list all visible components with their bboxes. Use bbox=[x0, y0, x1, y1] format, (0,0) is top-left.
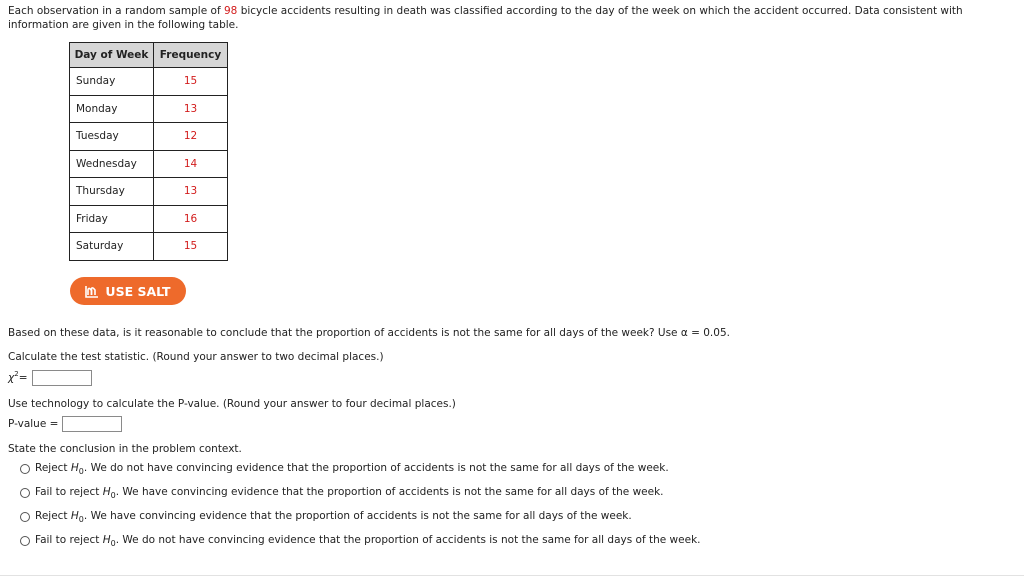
table-row bbox=[70, 233, 228, 261]
frequency-cell: 13 bbox=[154, 178, 228, 206]
intro-paragraph bbox=[8, 4, 1008, 32]
use-salt-label: USE SALT bbox=[105, 283, 171, 299]
day-cell: Wednesday bbox=[70, 150, 154, 178]
table-header-row bbox=[70, 43, 228, 68]
h-subscript: 0 bbox=[78, 515, 84, 525]
frequency-table bbox=[69, 42, 228, 261]
table-row bbox=[70, 123, 228, 151]
frequency-cell: 15 bbox=[154, 68, 228, 96]
h-subscript: 0 bbox=[78, 467, 84, 477]
header-day-of-week: Day of Week bbox=[70, 43, 154, 68]
radio-button[interactable] bbox=[20, 488, 30, 498]
intro-text-part2: bicycle accidents resulting in death was classified according to the day of the week on which the accident occurred. Data consistent with information are given in the following table. bbox=[8, 5, 963, 31]
option-action: Reject bbox=[35, 462, 71, 474]
header-frequency: Frequency bbox=[154, 43, 228, 68]
frequency-cell: 12 bbox=[154, 123, 228, 151]
conclusion-option-4[interactable] bbox=[20, 534, 700, 548]
table-row bbox=[70, 205, 228, 233]
intro-text-part1: Each observation in a random sample of bbox=[8, 5, 224, 17]
option-statement: . We have convincing evidence that the proportion of accidents is not the same for all days of the week. bbox=[115, 486, 664, 498]
frequency-cell: 16 bbox=[154, 205, 228, 233]
option-action: Reject bbox=[35, 510, 71, 522]
conclusion-option-1[interactable] bbox=[20, 462, 669, 476]
p-value-label: P-value = bbox=[8, 418, 59, 430]
chi-superscript: 2 bbox=[14, 370, 19, 378]
table-row bbox=[70, 150, 228, 178]
day-cell: Monday bbox=[70, 95, 154, 123]
h-symbol: H bbox=[102, 486, 111, 498]
conclusion-prompt: State the conclusion in the problem context. bbox=[8, 443, 242, 455]
day-cell: Tuesday bbox=[70, 123, 154, 151]
day-cell: Saturday bbox=[70, 233, 154, 261]
h-subscript: 0 bbox=[110, 491, 116, 501]
option-text bbox=[35, 534, 700, 548]
table-row bbox=[70, 95, 228, 123]
option-text bbox=[35, 510, 632, 524]
test-statistic-prompt: Calculate the test statistic. (Round your answer to two decimal places.) bbox=[8, 351, 384, 363]
option-text bbox=[35, 462, 669, 476]
option-statement: . We do not have convincing evidence that the proportion of accidents is not the same for all days of the week. bbox=[83, 462, 669, 474]
frequency-cell: 15 bbox=[154, 233, 228, 261]
radio-button[interactable] bbox=[20, 512, 30, 522]
test-statistic-input[interactable] bbox=[32, 370, 92, 386]
conclusion-option-3[interactable] bbox=[20, 510, 632, 524]
chi-symbol: χ bbox=[8, 372, 15, 384]
day-cell: Thursday bbox=[70, 178, 154, 206]
table-row bbox=[70, 68, 228, 96]
option-action: Fail to reject bbox=[35, 534, 103, 546]
p-value-input[interactable] bbox=[62, 416, 122, 432]
chi-equals: = bbox=[18, 372, 28, 384]
frequency-cell: 13 bbox=[154, 95, 228, 123]
salt-chart-icon bbox=[85, 285, 99, 298]
p-value-row bbox=[8, 416, 122, 432]
option-text bbox=[35, 486, 664, 500]
h-symbol: H bbox=[70, 510, 79, 522]
day-cell: Friday bbox=[70, 205, 154, 233]
test-statistic-row bbox=[8, 370, 92, 386]
option-statement: . We have convincing evidence that the proportion of accidents is not the same for all days of the week. bbox=[83, 510, 632, 522]
h-symbol: H bbox=[102, 534, 111, 546]
table-row bbox=[70, 178, 228, 206]
conclusion-option-2[interactable] bbox=[20, 486, 664, 500]
h-subscript: 0 bbox=[110, 539, 116, 549]
day-cell: Sunday bbox=[70, 68, 154, 96]
h-symbol: H bbox=[70, 462, 79, 474]
p-value-prompt: Use technology to calculate the P-value. (Round your answer to four decimal places.) bbox=[8, 398, 456, 410]
option-action: Fail to reject bbox=[35, 486, 103, 498]
bottom-divider bbox=[0, 575, 1024, 576]
use-salt-button[interactable] bbox=[70, 277, 186, 305]
sample-size-value: 98 bbox=[223, 5, 238, 17]
radio-button[interactable] bbox=[20, 536, 30, 546]
frequency-cell: 14 bbox=[154, 150, 228, 178]
radio-button[interactable] bbox=[20, 464, 30, 474]
question-text: Based on these data, is it reasonable to conclude that the proportion of accidents is not the same for all days of the week? Use α = 0.05. bbox=[8, 327, 730, 339]
option-statement: . We do not have convincing evidence that the proportion of accidents is not the same for all days of the week. bbox=[115, 534, 701, 546]
